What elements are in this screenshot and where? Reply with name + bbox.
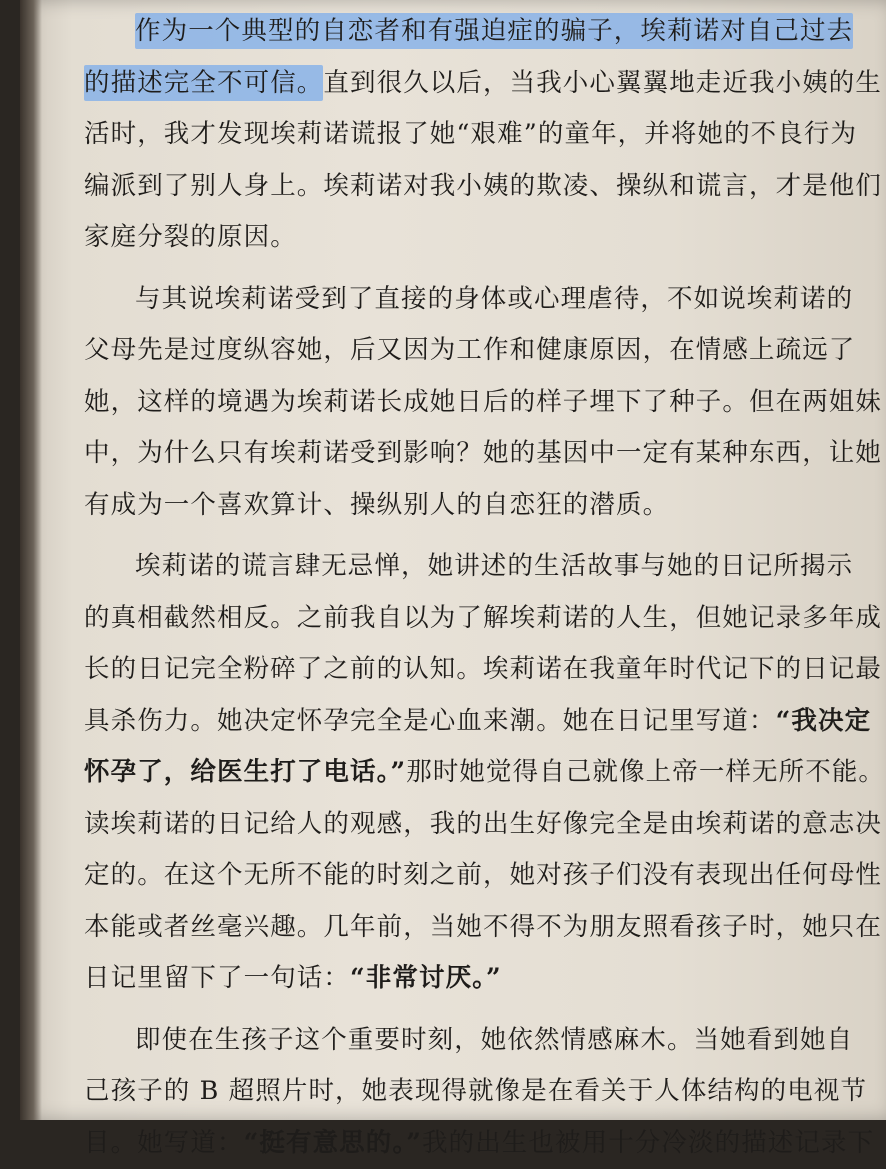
text-segment: 与其说埃莉诺受到了直接的身体或心理虐待，不如说埃莉诺的	[135, 284, 853, 314]
book-binding-shadow	[20, 0, 42, 1120]
text-line	[84, 1066, 824, 1118]
bold-quote: 怀孕了，给医生打了电话。”	[84, 757, 406, 787]
text-line	[84, 850, 824, 902]
text-segment: 家庭分裂的原因。	[84, 222, 297, 252]
text-segment: 埃莉诺的谎言肆无忌惮，她讲述的生活故事与她的日记所揭示	[135, 551, 853, 581]
text-line	[84, 6, 824, 58]
paragraph	[84, 274, 824, 532]
text-segment: 日记里留下了一句话：	[84, 963, 350, 993]
paragraph	[84, 1015, 824, 1169]
text-segment: 她，这样的境遇为埃莉诺长成她日后的样子埋下了种子。但在两姐妹	[84, 387, 882, 417]
text-line	[84, 109, 824, 161]
bold-quote: “我决定	[776, 706, 872, 736]
text-line	[84, 428, 824, 480]
paragraph	[84, 6, 824, 264]
text-segment: 读埃莉诺的日记给人的观感，我的出生好像完全是由埃莉诺的意志决	[84, 809, 882, 839]
text-line	[84, 593, 824, 645]
highlighted-text: 的描述完全不可信。	[84, 65, 323, 101]
bold-quote: “非常讨厌。”	[350, 963, 502, 993]
book-page	[20, 0, 886, 1120]
text-line	[84, 325, 824, 377]
text-line	[84, 480, 824, 532]
text-segment: 本能或者丝毫兴趣。几年前，当她不得不为朋友照看孩子时，她只在	[84, 912, 882, 942]
text-segment: 有成为一个喜欢算计、操纵别人的自恋狂的潜质。	[84, 490, 669, 520]
text-line	[84, 161, 824, 213]
text-segment: 的真相截然相反。之前我自以为了解埃莉诺的人生，但她记录多年成	[84, 603, 882, 633]
text-segment: 父母先是过度纵容她，后又因为工作和健康原因，在情感上疏远了	[84, 335, 855, 365]
text-line	[84, 799, 824, 851]
paragraph	[84, 541, 824, 1005]
text-segment: 那时她觉得自己就像上帝一样无所不能。	[406, 757, 885, 787]
text-segment: 目。她写道：	[84, 1128, 244, 1158]
text-line	[84, 212, 824, 264]
text-segment: 己孩子的 B 超照片时，她表现得就像是在看关于人体结构的电视节	[84, 1076, 867, 1106]
text-segment: 长的日记完全粉碎了之前的认知。埃莉诺在我童年时代记下的日记最	[84, 654, 882, 684]
text-line	[84, 1015, 824, 1067]
text-line	[84, 1118, 824, 1169]
text-line	[84, 747, 824, 799]
text-segment: 定的。在这个无所不能的时刻之前，她对孩子们没有表现出任何母性	[84, 860, 882, 890]
bold-quote: “挺有意思的。”	[244, 1128, 422, 1158]
text-line	[84, 541, 824, 593]
text-line	[84, 644, 824, 696]
text-segment: 活时，我才发现埃莉诺谎报了她“艰难”的童年，并将她的不良行为	[84, 119, 857, 149]
text-segment: 具杀伤力。她决定怀孕完全是心血来潮。她在日记里写道：	[84, 706, 776, 736]
text-line	[84, 58, 824, 110]
highlighted-text: 作为一个典型的自恋者和有强迫症的骗子，埃莉诺对自己过去	[135, 13, 853, 49]
text-line	[84, 953, 824, 1005]
text-segment: 中，为什么只有埃莉诺受到影响？她的基因中一定有某种东西，让她	[84, 438, 882, 468]
text-line	[84, 696, 824, 748]
text-segment: 直到很久以后，当我小心翼翼地走近我小姨的生	[323, 68, 882, 98]
page-body-text	[84, 6, 824, 1169]
text-segment: 编派到了别人身上。埃莉诺对我小姨的欺凌、操纵和谎言，才是他们	[84, 171, 882, 201]
text-line	[84, 902, 824, 954]
text-line	[84, 274, 824, 326]
text-line	[84, 377, 824, 429]
text-segment: 即使在生孩子这个重要时刻，她依然情感麻木。当她看到她自	[135, 1025, 853, 1055]
text-segment: 我的出生也被用十分冷淡的描述记录下	[422, 1128, 874, 1158]
